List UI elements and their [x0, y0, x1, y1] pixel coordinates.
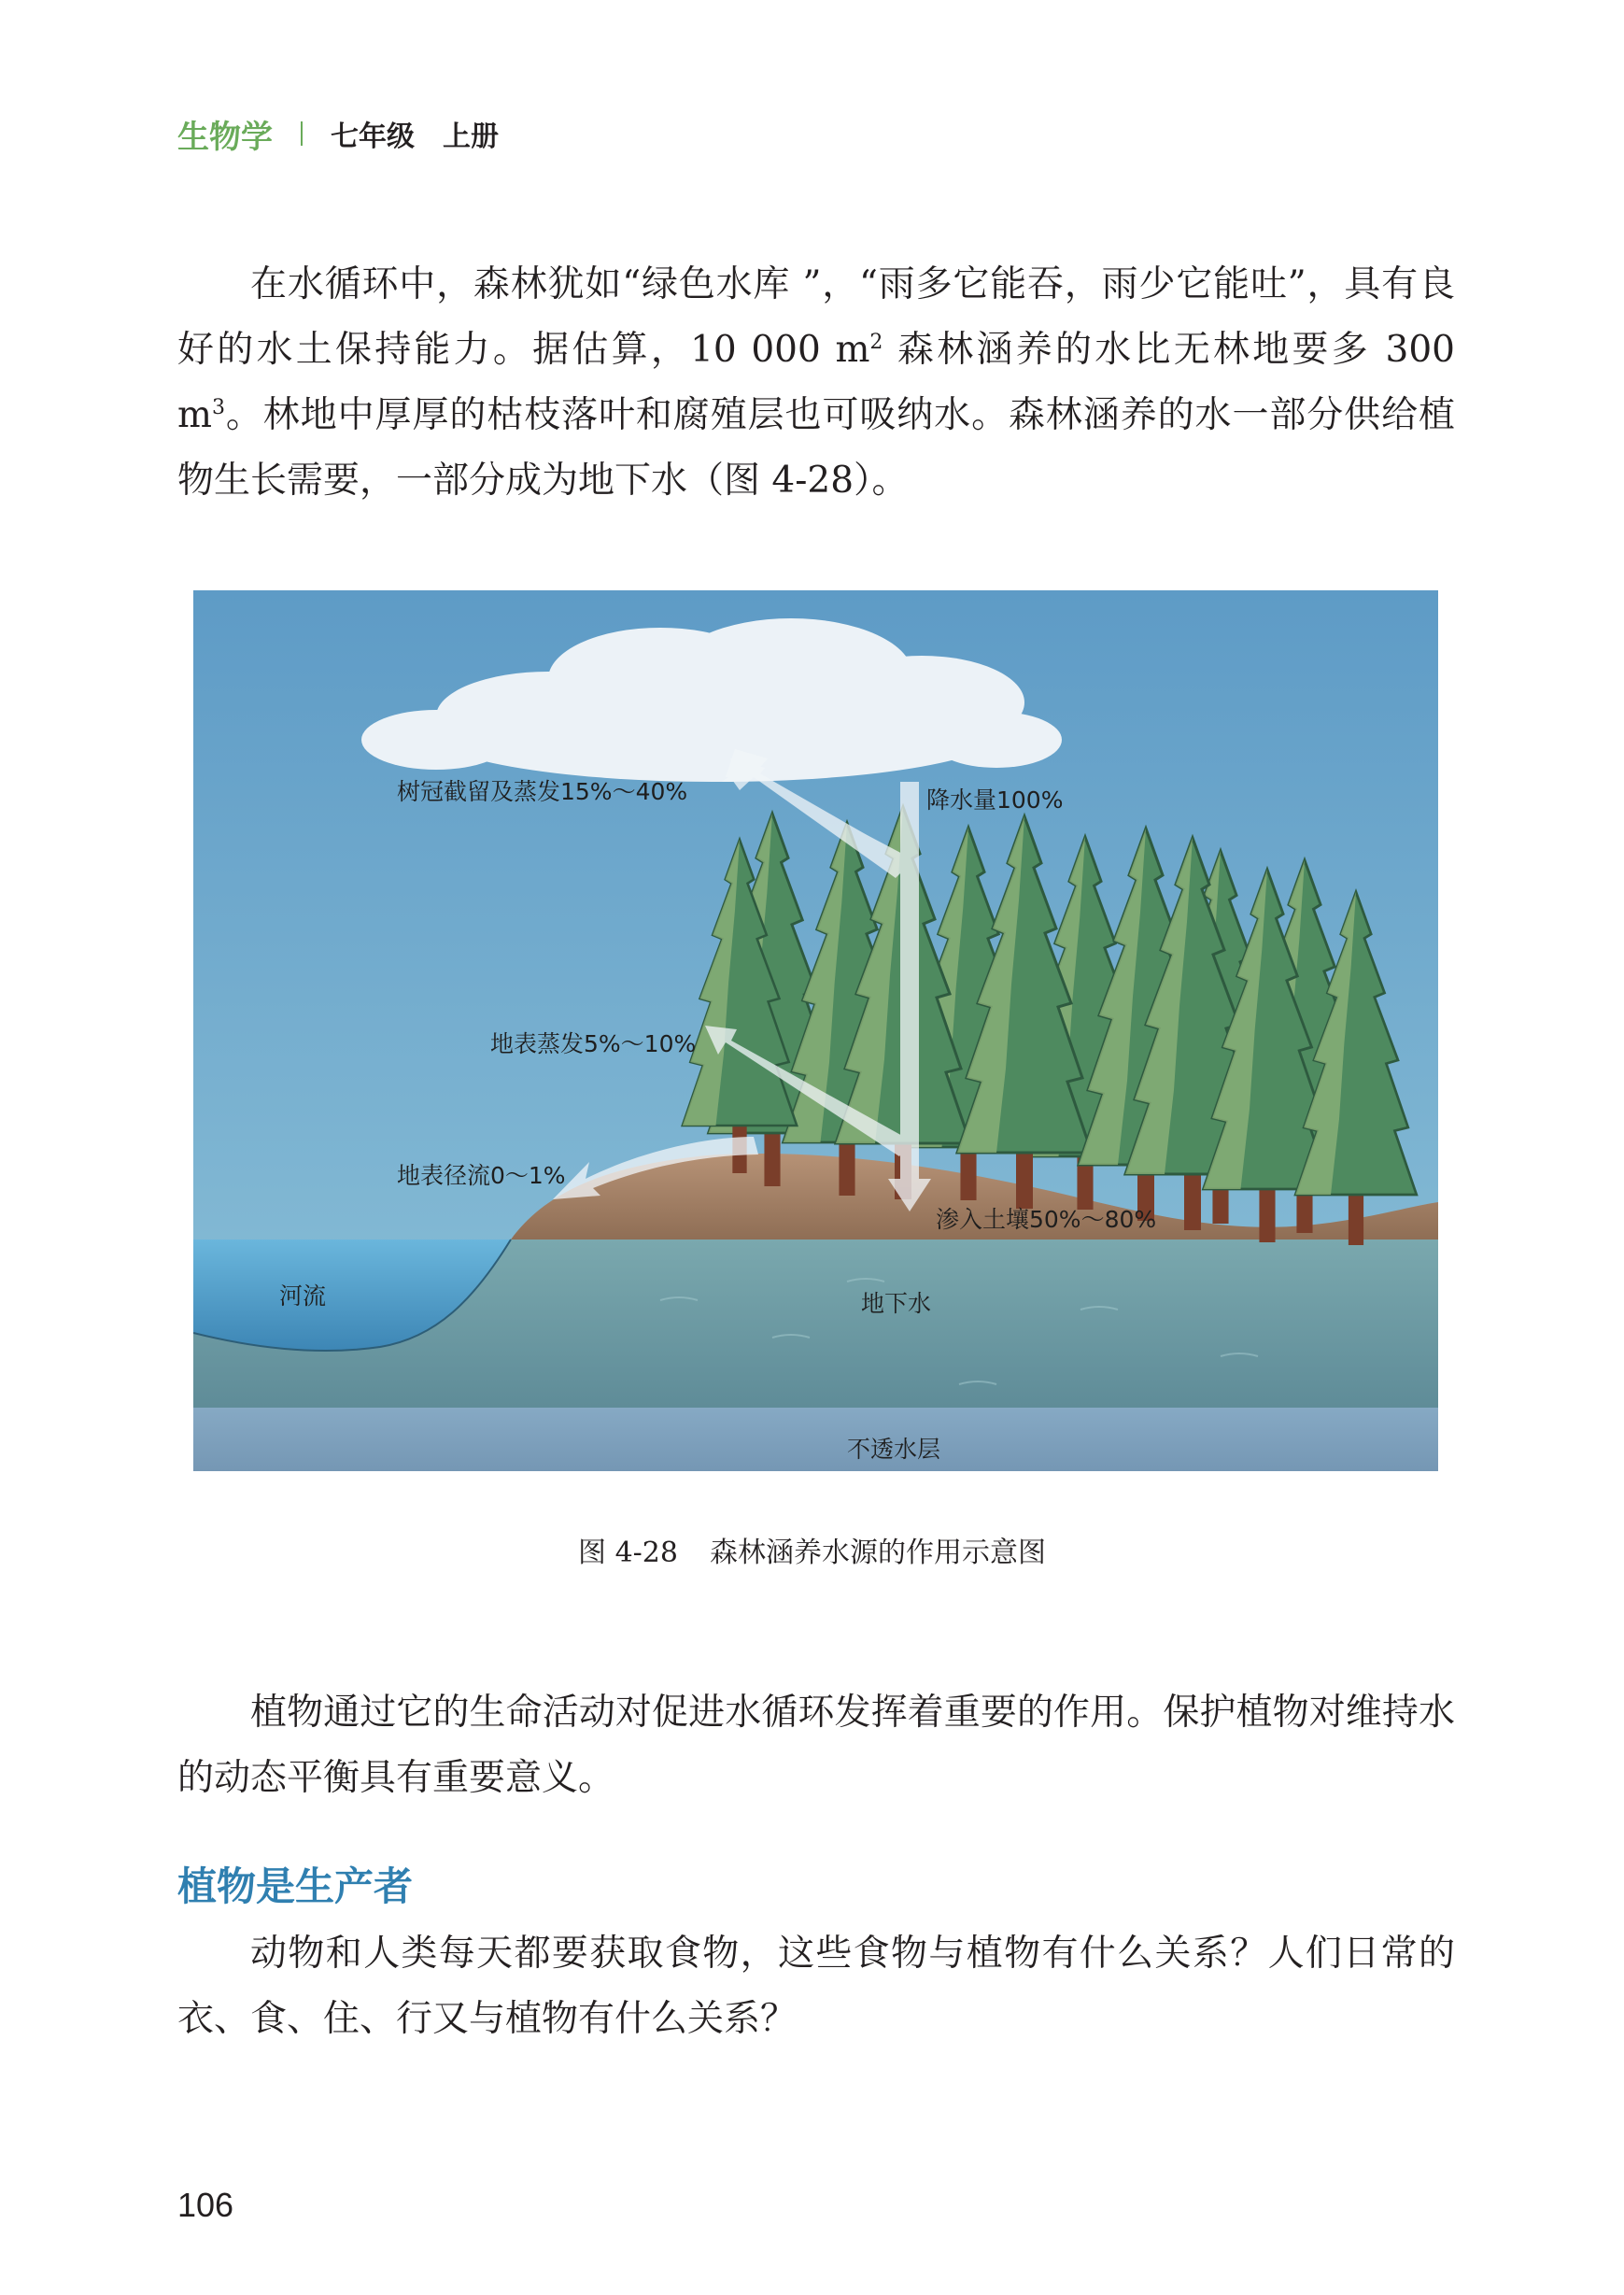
paragraph-text: 在水循环中，森林犹如“绿色水库 ”，“雨多它能吞，雨少它能吐”，具有良好的水土保持能力。据估算，10 000 m [177, 263, 1455, 371]
page-number: 106 [177, 2186, 234, 2224]
running-header [177, 110, 499, 157]
header-grade-level: 七年级 [331, 120, 415, 153]
superscript: 3 [211, 396, 225, 419]
header-volume: 上册 [443, 120, 499, 153]
header-grade [331, 113, 499, 154]
label-surface-evaporation: 地表蒸发5%～10% [490, 1030, 697, 1057]
body-paragraph-1 [177, 252, 1455, 514]
label-infiltration: 渗入土壤50%～80% [936, 1206, 1157, 1233]
paragraph-text: 。林地中厚厚的枯枝落叶和腐殖层也可吸纳水。森林涵养的水一部分供给植物生长需要，一部分成为地下水（图 4-28）。 [177, 394, 1455, 502]
paragraph-text: 森林涵养的水比无林地要多 300 m [177, 329, 1455, 436]
forest-water-illustration [193, 590, 1438, 1471]
label-canopy: 树冠截留及蒸发15%～40% [397, 778, 688, 805]
forest-water-figure [193, 590, 1438, 1471]
header-divider [301, 121, 303, 146]
body-paragraph-3: 动物和人类每天都要获取食物，这些食物与植物有什么关系？人们日常的衣、食、住、行又与植物有什么关系？ [177, 1933, 1455, 2040]
label-impermeable: 不透水层 [847, 1436, 941, 1463]
section-title: 植物是生产者 [177, 1863, 414, 1909]
figure-caption [0, 1529, 1624, 1570]
header-subject: 生物学 [177, 118, 273, 156]
impermeable-layer [193, 1408, 1438, 1471]
caption-number: 图 4-28 [578, 1537, 678, 1569]
caption-text: 森林涵养水源的作用示意图 [709, 1537, 1046, 1569]
label-precipitation: 降水量100% [926, 786, 1064, 814]
label-river: 河流 [279, 1282, 327, 1310]
body-paragraph-2: 植物通过它的生命活动对促进水循环发挥着重要的作用。保护植物对维持水的动态平衡具有重要意义。 [177, 1692, 1455, 1799]
label-runoff: 地表径流0～1% [397, 1162, 566, 1189]
label-groundwater: 地下水 [861, 1290, 932, 1317]
superscript: 2 [869, 331, 883, 354]
